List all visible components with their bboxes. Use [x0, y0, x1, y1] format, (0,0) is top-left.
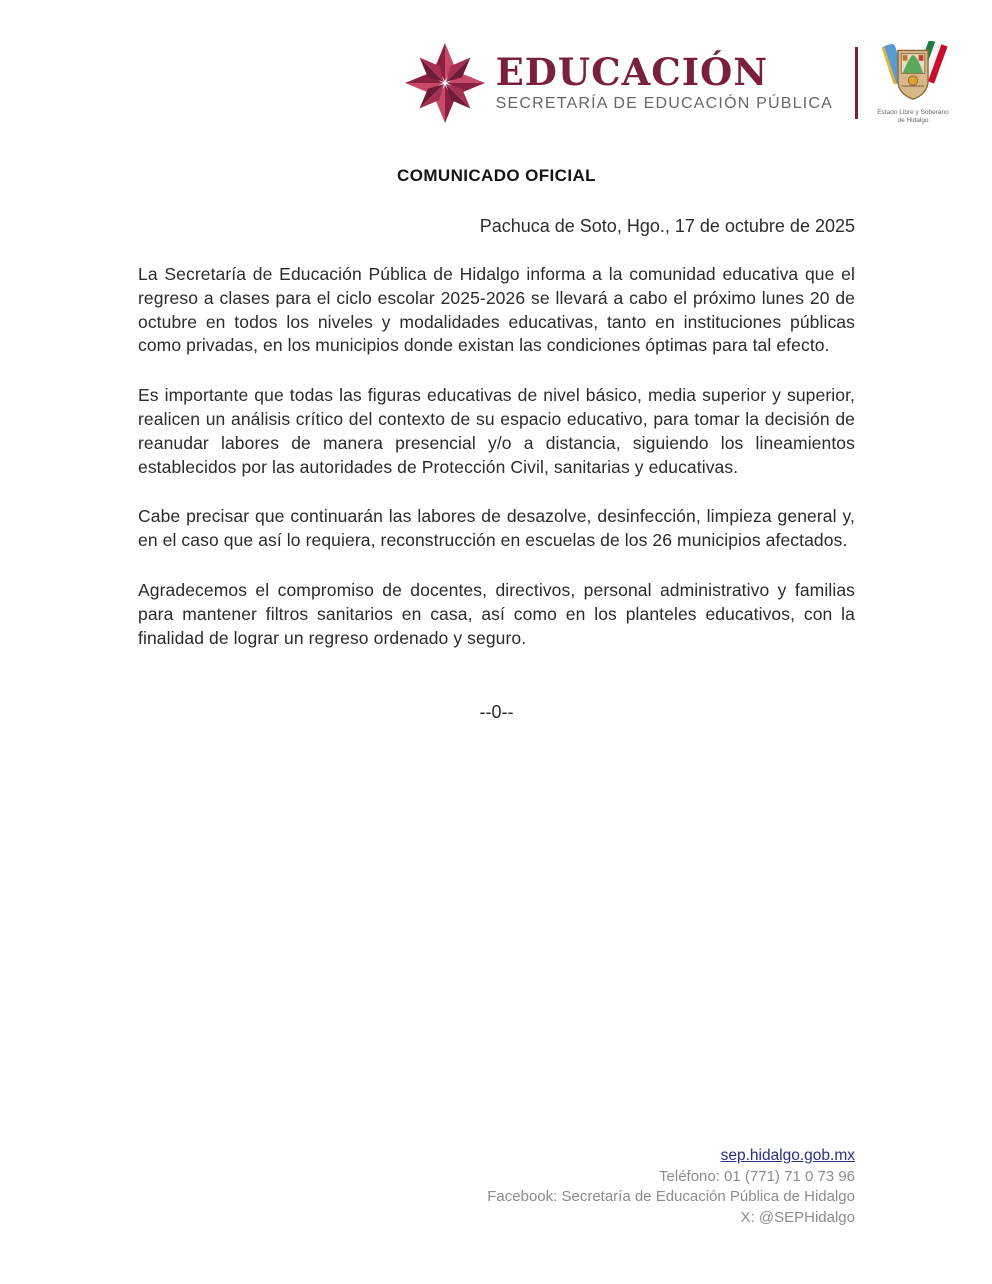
logo-text: [495, 49, 833, 114]
footer-facebook: Facebook: Secretaría de Educación Pública de Hidalgo: [487, 1188, 855, 1205]
logo-title: EDUCACIÓN: [495, 49, 769, 94]
footer-website-row: [487, 1146, 855, 1167]
footer: [487, 1146, 855, 1228]
document-body: [0, 166, 992, 723]
end-separator: --0--: [479, 702, 514, 723]
educacion-star-icon: [402, 41, 488, 125]
footer-phone: Teléfono: 01 (771) 71 0 73 96: [659, 1167, 855, 1185]
dateline: Pachuca de Soto, Hgo., 17 de octubre de 2025: [479, 216, 855, 236]
website-link[interactable]: sep.hidalgo.gob.mx: [720, 1147, 855, 1164]
paragraph-4: Agradecemos el compromiso de docentes, directivos, personal administrativo y familias para mantener filtros sanitarios en casa, así como en los planteles educativos, con la finalidad de lograr un regreso ordenado y seguro.: [138, 579, 855, 648]
paragraph-3: Cabe precisar que continuarán las labores de desazolve, desinfección, limpieza general y, en el caso que así lo requiera, reconstrucción en escuelas de los 26 municipios afectados.: [138, 506, 855, 551]
page-title: COMUNICADO OFICIAL: [397, 166, 596, 185]
footer-x-handle: X: @SEPHidalgo: [740, 1208, 855, 1226]
hidalgo-crest-icon: [877, 41, 949, 103]
header-divider: [855, 47, 858, 119]
logo-subtitle: SECRETARÍA DE EDUCACIÓN PÚBLICA: [495, 95, 833, 113]
hidalgo-crest: [874, 41, 952, 125]
sep-logo: [402, 41, 833, 125]
paragraph-2: Es importante que todas las figuras educativas de nivel básico, media superior y superior, realicen un análisis crítico del contexto de su espacio educativo, para tomar la decisión de reanudar labores de manera presencial y/o a distancia, siguiendo los lineamientos establecidos por las autoridades de Protección Civil, sanitarias y educativas.: [138, 385, 855, 477]
paragraph-1: La Secretaría de Educación Pública de Hidalgo informa a la comunidad educativa que el regreso a clases para el ciclo escolar 2025-2026 se llevará a cabo el próximo lunes 20 de octubre en todos los niveles y modalidades educativas, tanto en instituciones públicas como privadas, en los municipios donde existan las condiciones óptimas para tal efecto.: [138, 264, 855, 356]
crest-caption: Estado Libre y Soberano de Hidalgo: [877, 108, 949, 124]
header: [0, 0, 992, 126]
